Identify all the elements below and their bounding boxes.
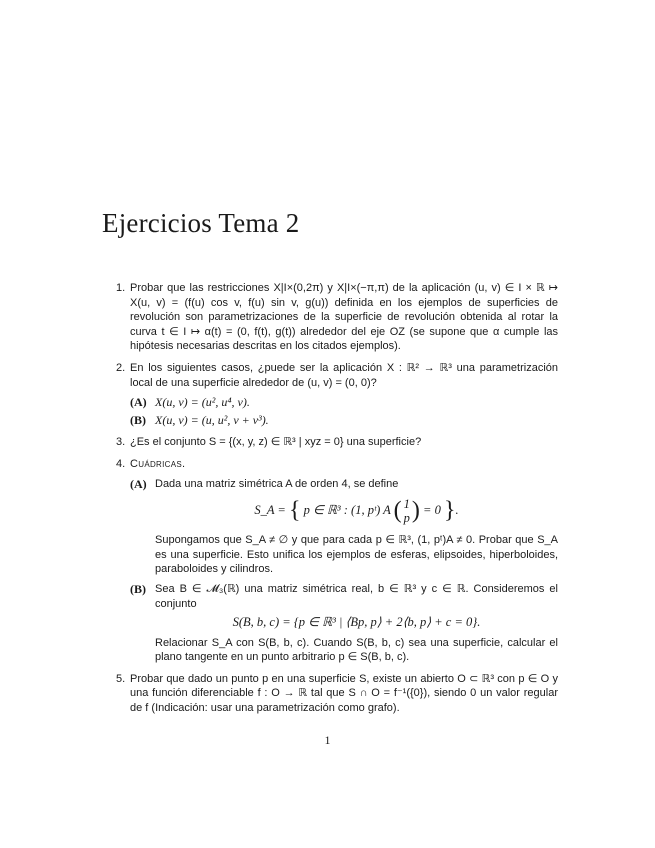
subitem-text: Supongamos que S_A ≠ ∅ y que para cada p ∈ ℝ³, (1, pᵗ)A ≠ 0. Probar que S_A es una superficie. Esto unifica los ejemplos de esferas, elipsoides, hiperboloides, paraboloides y cilindros. — [155, 534, 558, 576]
close-brace: } — [443, 497, 456, 524]
subitem-label: (A) — [130, 395, 147, 410]
exercise-5 — [102, 672, 558, 716]
exercise-text: ¿Es el conjunto S = {(x, y, z) ∈ ℝ³ | xyz = 0} una superficie? — [130, 436, 422, 449]
display-formula-sa: S_A = { p ∈ ℝ³ : (1, pᵗ) A ( 1 p) = 0 }. — [254, 497, 459, 526]
exercise-1 — [102, 281, 558, 354]
exercise-heading: Cuádricas. — [130, 457, 186, 470]
exercise-list — [102, 281, 558, 723]
subitem-formula: X(u, v) = (u, u², v + v³). — [155, 412, 269, 427]
subitem-a — [130, 395, 558, 411]
exercise-2 — [102, 361, 558, 428]
vector-bottom: p — [403, 511, 410, 526]
formula-lhs: S_A = — [254, 503, 286, 517]
subitem-b — [130, 413, 558, 429]
subitem-formula: X(u, v) = (u², u⁴, v). — [155, 395, 250, 410]
subitem-label: (A) — [130, 476, 147, 491]
subitem-a — [130, 477, 558, 577]
column-vector — [404, 497, 410, 525]
exercise-text: Probar que dado un punto p en una superficie S, existe un abierto O ⊂ ℝ³ con p ∈ O y una función diferenciable f : O → ℝ tal que S ∩ O = f⁻¹({0}), siendo 0 un valor regular de f (Indicación: usar una parametrización como grafo). — [130, 672, 558, 715]
subitem-b — [130, 582, 558, 665]
close-paren: ) — [411, 497, 420, 524]
exercise-text: En los siguientes casos, ¿puede ser la aplicación X : ℝ² → ℝ³ una parametrización local de una superficie alrededor de (u, v) = (0, 0)? — [130, 361, 558, 389]
exercise-number: 1. — [116, 282, 126, 294]
exercise-3 — [102, 435, 558, 450]
open-paren: ( — [393, 497, 402, 524]
exercise-number: 2. — [116, 361, 126, 374]
formula-rhs: = 0 — [423, 503, 441, 517]
exercise-number: 4. — [116, 457, 126, 470]
exercise-text: Probar que las restricciones X|I×(0,2π) y X|I×(−π,π) de la aplicación (u, v) ∈ I × ℝ ↦ X(u, v) = (f(u) cos v, f(u) sin v, g(u)) definida en los ejemplos de superficies de revolución son parametrizaciones de la superficie de revolución obtenida al rotar la curva t ∈ I ↦ α(t) = (0, f(t), g(t)) alrededor del eje OZ (se supone que α cumple las hipótesis necesarias descritas en los citados ejemplos). — [130, 282, 558, 353]
page-title: Ejercicios Tema 2 — [102, 208, 300, 238]
page-number: 1 — [324, 733, 331, 747]
subitem-label: (B) — [130, 581, 146, 596]
formula-set: p ∈ ℝ³ : (1, pᵗ) A — [303, 503, 391, 517]
subitem-intro: Sea B ∈ 𝓜₃(ℝ) una matriz simétrica real, b ∈ ℝ³ y c ∈ ℝ. Consideremos el conjunto — [155, 582, 558, 610]
exercise-4 — [102, 457, 558, 665]
display-formula-sbbc: S(B, b, c) = {p ∈ ℝ³ | ⟨Bp, p⟩ + 2⟨b, p⟩ + c = 0}. — [232, 615, 481, 630]
subitem-intro: Dada una matriz simétrica A de orden 4, se define — [155, 477, 399, 490]
vector-top: 1 — [403, 497, 410, 512]
subitem-text: Relacionar S_A con S(B, b, c). Cuando S(B, b, c) sea una superficie, calcular el plano tangente en un punto arbitrario p ∈ S(B, b, c). — [155, 636, 558, 664]
exercise-number: 5. — [116, 672, 126, 685]
open-brace: { — [288, 497, 301, 524]
exercise-number: 3. — [116, 436, 126, 449]
subitem-label: (B) — [130, 412, 146, 427]
